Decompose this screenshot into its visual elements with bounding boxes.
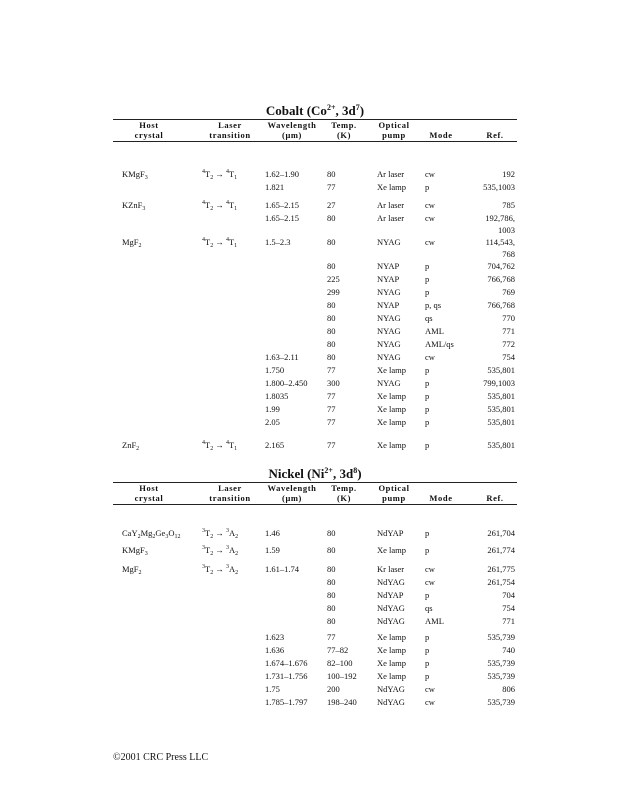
header-wavelength: Wavelength (μm) (267, 120, 317, 140)
mode-cell: p (425, 274, 430, 284)
reference-cell: 114,543, (485, 237, 515, 247)
mode-cell: p (425, 391, 430, 401)
optical-pump-cell: Ar laser (377, 200, 405, 210)
temperature-cell: 198–240 (327, 697, 357, 707)
laser-transition (202, 168, 237, 180)
transition-subscript: 1 (234, 446, 238, 452)
table-row (113, 377, 517, 389)
temperature-cell: 77 (327, 417, 336, 427)
optical-pump-cell: NdYAG (377, 697, 405, 707)
optical-pump-cell: NYAG (377, 326, 401, 336)
laser-transition (202, 563, 238, 575)
reference-cell: 535,801 (487, 417, 515, 427)
wavelength-cell: 2.165 (265, 440, 285, 450)
wavelength-cell: 1.750 (265, 365, 285, 375)
optical-pump-cell: Xe lamp (377, 632, 407, 642)
wavelength-cell: 1.99 (265, 404, 280, 414)
reference-cell: 704,762 (487, 261, 515, 271)
mode-cell: p (425, 378, 430, 388)
table-row (113, 325, 517, 337)
table-row (113, 589, 517, 601)
header-temp: Temp. (K) (331, 120, 357, 140)
temperature-cell: 77 (327, 440, 336, 450)
temperature-cell: 100–192 (327, 671, 357, 681)
mode-cell: p (425, 261, 430, 271)
optical-pump-cell: Xe lamp (377, 658, 407, 668)
table-row (113, 181, 517, 193)
temperature-cell: 80 (327, 564, 336, 574)
wavelength-cell: 1.785–1.797 (265, 697, 308, 707)
temperature-cell: 225 (327, 274, 340, 284)
nickel-header-row (113, 482, 517, 505)
transition-text: A (228, 528, 236, 538)
transition-text: T (228, 169, 235, 179)
mode-cell: cw (425, 577, 435, 587)
temperature-cell: 80 (327, 300, 336, 310)
table-row (113, 403, 517, 415)
temperature-cell: 80 (327, 326, 336, 336)
optical-pump-cell: NYAG (377, 352, 401, 362)
transition-subscript: 2 (235, 570, 239, 576)
table-row (113, 615, 517, 627)
transition-superscript: 4 (202, 440, 205, 446)
reference-cell: 704 (502, 590, 515, 600)
reference-cell: 754 (502, 603, 515, 613)
host-text: KMgF (122, 545, 145, 555)
reference-cell: 192 (502, 169, 515, 179)
wavelength-cell: 1.65–2.15 (265, 213, 299, 223)
reference-cell: 261,775 (487, 564, 515, 574)
transition-text: T (228, 440, 235, 450)
mode-cell: cw (425, 352, 435, 362)
header-transition: Laser transition (209, 120, 251, 140)
host-crystal (122, 527, 180, 539)
table-row (113, 312, 517, 324)
host-subscript: 12 (174, 534, 181, 540)
reference-cell: 766,768 (487, 274, 515, 284)
copyright-footer: ©2001 CRC Press LLC (113, 752, 209, 763)
reference-cell: 535,801 (487, 440, 515, 450)
mode-cell: cw (425, 697, 435, 707)
wavelength-cell: 1.5–2.3 (265, 237, 291, 247)
mode-cell: p (425, 182, 430, 192)
table-row (113, 212, 517, 235)
reference-cell-continued: 768 (502, 249, 515, 259)
mode-cell: AML (425, 616, 444, 626)
header-transition: Laser transition (209, 483, 251, 503)
transition-subscript: 2 (210, 206, 214, 212)
optical-pump-cell: NdYAP (377, 528, 404, 538)
transition-superscript: 3 (202, 545, 205, 551)
host-text: Ge (155, 528, 166, 538)
temperature-cell: 80 (327, 590, 336, 600)
table-row (113, 644, 517, 656)
mode-cell: AML (425, 326, 444, 336)
transition-superscript: 4 (225, 169, 229, 175)
temperature-cell: 77 (327, 391, 336, 401)
host-subscript: 2 (136, 446, 140, 452)
transition-text: T (205, 237, 211, 247)
mode-cell: p (425, 658, 430, 668)
wavelength-cell: 1.674–1.676 (265, 658, 308, 668)
transition-text: T (228, 200, 235, 210)
mode-cell: cw (425, 200, 435, 210)
reference-cell: 535,801 (487, 391, 515, 401)
host-text: KMgF (122, 169, 145, 179)
reference-cell: 535,1003 (483, 182, 515, 192)
transition-superscript: 3 (225, 528, 229, 534)
transition-subscript: 2 (210, 446, 214, 452)
temperature-cell: 80 (327, 213, 336, 223)
optical-pump-cell: Xe lamp (377, 440, 407, 450)
mode-cell: AML/qs (425, 339, 454, 349)
laser-transition (202, 199, 237, 211)
transition-superscript: 3 (225, 564, 229, 570)
transition-superscript: 4 (225, 237, 229, 243)
transition-subscript: 1 (234, 206, 238, 212)
reference-cell: 772 (502, 339, 515, 349)
mode-cell: cw (425, 564, 435, 574)
mode-cell: p (425, 590, 430, 600)
wavelength-cell: 1.61–1.74 (265, 564, 299, 574)
mode-cell: p (425, 287, 430, 297)
transition-superscript: 4 (202, 200, 205, 206)
host-subscript: 3 (144, 551, 148, 557)
table-row (113, 657, 517, 669)
mode-cell: cw (425, 237, 435, 247)
table-row (113, 416, 517, 428)
header-pump: Optical pump (378, 483, 410, 503)
reference-cell: 785 (502, 200, 515, 210)
transition-text: T (205, 200, 211, 210)
optical-pump-cell: NYAG (377, 237, 401, 247)
temperature-cell: 300 (327, 378, 340, 388)
host-subscript: 3 (165, 534, 169, 540)
mode-cell: p (425, 365, 430, 375)
temperature-cell: 200 (327, 684, 340, 694)
host-crystal (122, 544, 148, 556)
transition-subscript: 1 (234, 175, 238, 181)
table-row (113, 273, 517, 285)
mode-cell: p (425, 404, 430, 414)
temperature-cell: 77 (327, 365, 336, 375)
transition-text: A (228, 545, 236, 555)
table-row (113, 576, 517, 588)
transition-arrow: → (213, 545, 226, 555)
wavelength-cell: 1.731–1.756 (265, 671, 308, 681)
mode-cell: p (425, 528, 430, 538)
table-row (113, 527, 517, 539)
table-row (113, 351, 517, 363)
table-row (113, 286, 517, 298)
reference-cell: 535,739 (487, 697, 515, 707)
reference-cell: 770 (502, 313, 515, 323)
reference-cell: 766,768 (487, 300, 515, 310)
cobalt-header-row (113, 119, 517, 142)
transition-arrow: → (213, 200, 226, 210)
optical-pump-cell: Xe lamp (377, 182, 407, 192)
nickel-table (113, 466, 517, 707)
temperature-cell: 80 (327, 545, 336, 555)
mode-cell: cw (425, 169, 435, 179)
host-subscript: 3 (144, 175, 148, 181)
optical-pump-cell: Xe lamp (377, 391, 407, 401)
reference-cell: 261,754 (487, 577, 515, 587)
host-subscript: 2 (138, 570, 142, 576)
temperature-cell: 27 (327, 200, 336, 210)
header-wavelength: Wavelength (μm) (267, 483, 317, 503)
mode-cell: p, qs (425, 300, 442, 310)
cobalt-table (113, 103, 517, 452)
reference-cell: 261,774 (487, 545, 515, 555)
wavelength-cell: 1.75 (265, 684, 280, 694)
reference-cell-continued: 1003 (498, 225, 515, 235)
optical-pump-cell: NYAG (377, 313, 401, 323)
transition-text: T (205, 564, 211, 574)
optical-pump-cell: NYAP (377, 274, 400, 284)
optical-pump-cell: NYAP (377, 261, 400, 271)
transition-arrow: → (213, 564, 226, 574)
reference-cell: 535,801 (487, 404, 515, 414)
reference-cell: 261,704 (487, 528, 515, 538)
header-ref: Ref. (486, 493, 504, 503)
table-row (113, 696, 517, 708)
wavelength-cell: 1.636 (265, 645, 285, 655)
temperature-cell: 77 (327, 182, 336, 192)
optical-pump-cell: Xe lamp (377, 417, 407, 427)
header-mode: Mode (429, 130, 453, 140)
reference-cell: 740 (502, 645, 515, 655)
wavelength-cell: 2.05 (265, 417, 280, 427)
host-text: O (168, 528, 175, 538)
optical-pump-cell: NdYAG (377, 684, 405, 694)
transition-superscript: 3 (225, 545, 229, 551)
transition-superscript: 4 (225, 440, 229, 446)
transition-text: T (205, 545, 211, 555)
host-text: MgF (122, 564, 139, 574)
host-subscript: 3 (142, 206, 146, 212)
wavelength-cell: 1.8035 (265, 391, 289, 401)
reference-cell: 754 (502, 352, 515, 362)
transition-subscript: 2 (210, 551, 214, 557)
host-text: KZnF (122, 200, 143, 210)
table-row (113, 299, 517, 311)
wavelength-cell: 1.623 (265, 632, 285, 642)
host-crystal (122, 236, 142, 248)
table-row (113, 563, 517, 575)
nickel-title: Nickel ($Ni^{2+}$, $3d^8$) (268, 466, 362, 481)
host-crystal (122, 563, 142, 575)
table-row (113, 338, 517, 350)
header-ref: Ref. (486, 130, 504, 140)
transition-subscript: 1 (234, 243, 238, 249)
transition-superscript: 4 (202, 237, 205, 243)
mode-cell: p (425, 440, 430, 450)
mode-cell: qs (425, 603, 433, 613)
wavelength-cell: 1.59 (265, 545, 280, 555)
laser-transition (202, 236, 237, 248)
table-row (113, 670, 517, 682)
table-row (113, 631, 517, 643)
temperature-cell: 80 (327, 616, 336, 626)
optical-pump-cell: Xe lamp (377, 365, 407, 375)
reference-cell: 771 (502, 326, 515, 336)
optical-pump-cell: NdYAP (377, 590, 404, 600)
transition-subscript: 2 (235, 534, 239, 540)
transition-superscript: 4 (202, 169, 205, 175)
table-row (113, 683, 517, 695)
mode-cell: p (425, 632, 430, 642)
table-row (113, 439, 517, 451)
wavelength-cell: 1.62–1.90 (265, 169, 299, 179)
wavelength-cell: 1.65–2.15 (265, 200, 299, 210)
host-text: MgF (122, 237, 139, 247)
table-row (113, 544, 517, 556)
header-mode: Mode (429, 493, 453, 503)
reference-cell: 771 (502, 616, 515, 626)
transition-arrow: → (213, 169, 226, 179)
mode-cell: p (425, 545, 430, 555)
transition-subscript: 2 (235, 551, 239, 557)
header-host: Host crystal (134, 483, 164, 503)
optical-pump-cell: Kr laser (377, 564, 405, 574)
optical-pump-cell: Xe lamp (377, 671, 407, 681)
transition-subscript: 2 (210, 534, 214, 540)
host-subscript: 2 (152, 534, 156, 540)
transition-subscript: 2 (210, 175, 214, 181)
header-host: Host crystal (134, 120, 164, 140)
wavelength-cell: 1.63–2.11 (265, 352, 299, 362)
mode-cell: cw (425, 684, 435, 694)
laser-transition (202, 439, 237, 451)
reference-cell: 535,739 (487, 671, 515, 681)
mode-cell: p (425, 645, 430, 655)
reference-cell: 806 (502, 684, 515, 694)
reference-cell: 192,786, (485, 213, 515, 223)
table-row (113, 199, 517, 211)
optical-pump-cell: Ar laser (377, 169, 405, 179)
optical-pump-cell: NYAG (377, 378, 401, 388)
mode-cell: cw (425, 213, 435, 223)
temperature-cell: 80 (327, 352, 336, 362)
transition-text: T (228, 237, 235, 247)
reference-cell: 535,739 (487, 658, 515, 668)
host-crystal (122, 168, 148, 180)
transition-arrow: → (213, 237, 226, 247)
reference-cell: 769 (502, 287, 515, 297)
temperature-cell: 80 (327, 528, 336, 538)
temperature-cell: 80 (327, 169, 336, 179)
optical-pump-cell: NdYAG (377, 577, 405, 587)
temperature-cell: 80 (327, 237, 336, 247)
wavelength-cell: 1.46 (265, 528, 280, 538)
mode-cell: p (425, 417, 430, 427)
host-text: Mg (140, 528, 153, 538)
cobalt-title: Cobalt ($Co^{2+}$, $3d^7$) (265, 103, 365, 118)
optical-pump-cell: NYAG (377, 287, 401, 297)
temperature-cell: 299 (327, 287, 340, 297)
host-text: CaY (122, 528, 138, 538)
host-crystal (122, 199, 145, 211)
host-subscript: 2 (137, 534, 141, 540)
wavelength-cell: 1.821 (265, 182, 285, 192)
optical-pump-cell: Xe lamp (377, 545, 407, 555)
transition-text: T (205, 528, 211, 538)
transition-text: A (228, 564, 236, 574)
temperature-cell: 77 (327, 632, 336, 642)
table-row (113, 168, 517, 180)
laser-transition (202, 544, 238, 556)
temperature-cell: 77 (327, 404, 336, 414)
transition-text: T (205, 169, 211, 179)
mode-cell: qs (425, 313, 433, 323)
transition-arrow: → (213, 528, 226, 538)
optical-pump-cell: Ar laser (377, 213, 405, 223)
temperature-cell: 80 (327, 577, 336, 587)
transition-subscript: 2 (210, 570, 214, 576)
temperature-cell: 80 (327, 603, 336, 613)
table-row (113, 390, 517, 402)
host-crystal (122, 439, 139, 451)
temperature-cell: 80 (327, 339, 336, 349)
transition-text: T (205, 440, 211, 450)
transition-subscript: 2 (210, 243, 214, 249)
reference-cell: 535,739 (487, 632, 515, 642)
optical-pump-cell: NYAG (377, 339, 401, 349)
host-text: ZnF (122, 440, 137, 450)
reference-cell: 799,1003 (483, 378, 515, 388)
optical-pump-cell: Xe lamp (377, 645, 407, 655)
header-temp: Temp. (K) (331, 483, 357, 503)
transition-arrow: → (213, 440, 226, 450)
table-row (113, 364, 517, 376)
header-pump: Optical pump (378, 120, 410, 140)
laser-transition (202, 527, 238, 539)
transition-superscript: 3 (202, 564, 205, 570)
temperature-cell: 80 (327, 313, 336, 323)
table-row (113, 260, 517, 272)
reference-cell: 535,801 (487, 365, 515, 375)
table-row (113, 602, 517, 614)
optical-pump-cell: Xe lamp (377, 404, 407, 414)
optical-pump-cell: NdYAG (377, 616, 405, 626)
optical-pump-cell: NYAP (377, 300, 400, 310)
temperature-cell: 77–82 (327, 645, 349, 655)
transition-superscript: 3 (202, 528, 205, 534)
temperature-cell: 80 (327, 261, 336, 271)
host-subscript: 2 (138, 243, 142, 249)
mode-cell: p (425, 671, 430, 681)
table-row (113, 236, 517, 259)
wavelength-cell: 1.800–2.450 (265, 378, 308, 388)
optical-pump-cell: NdYAG (377, 603, 405, 613)
transition-superscript: 4 (225, 200, 229, 206)
temperature-cell: 82–100 (327, 658, 353, 668)
